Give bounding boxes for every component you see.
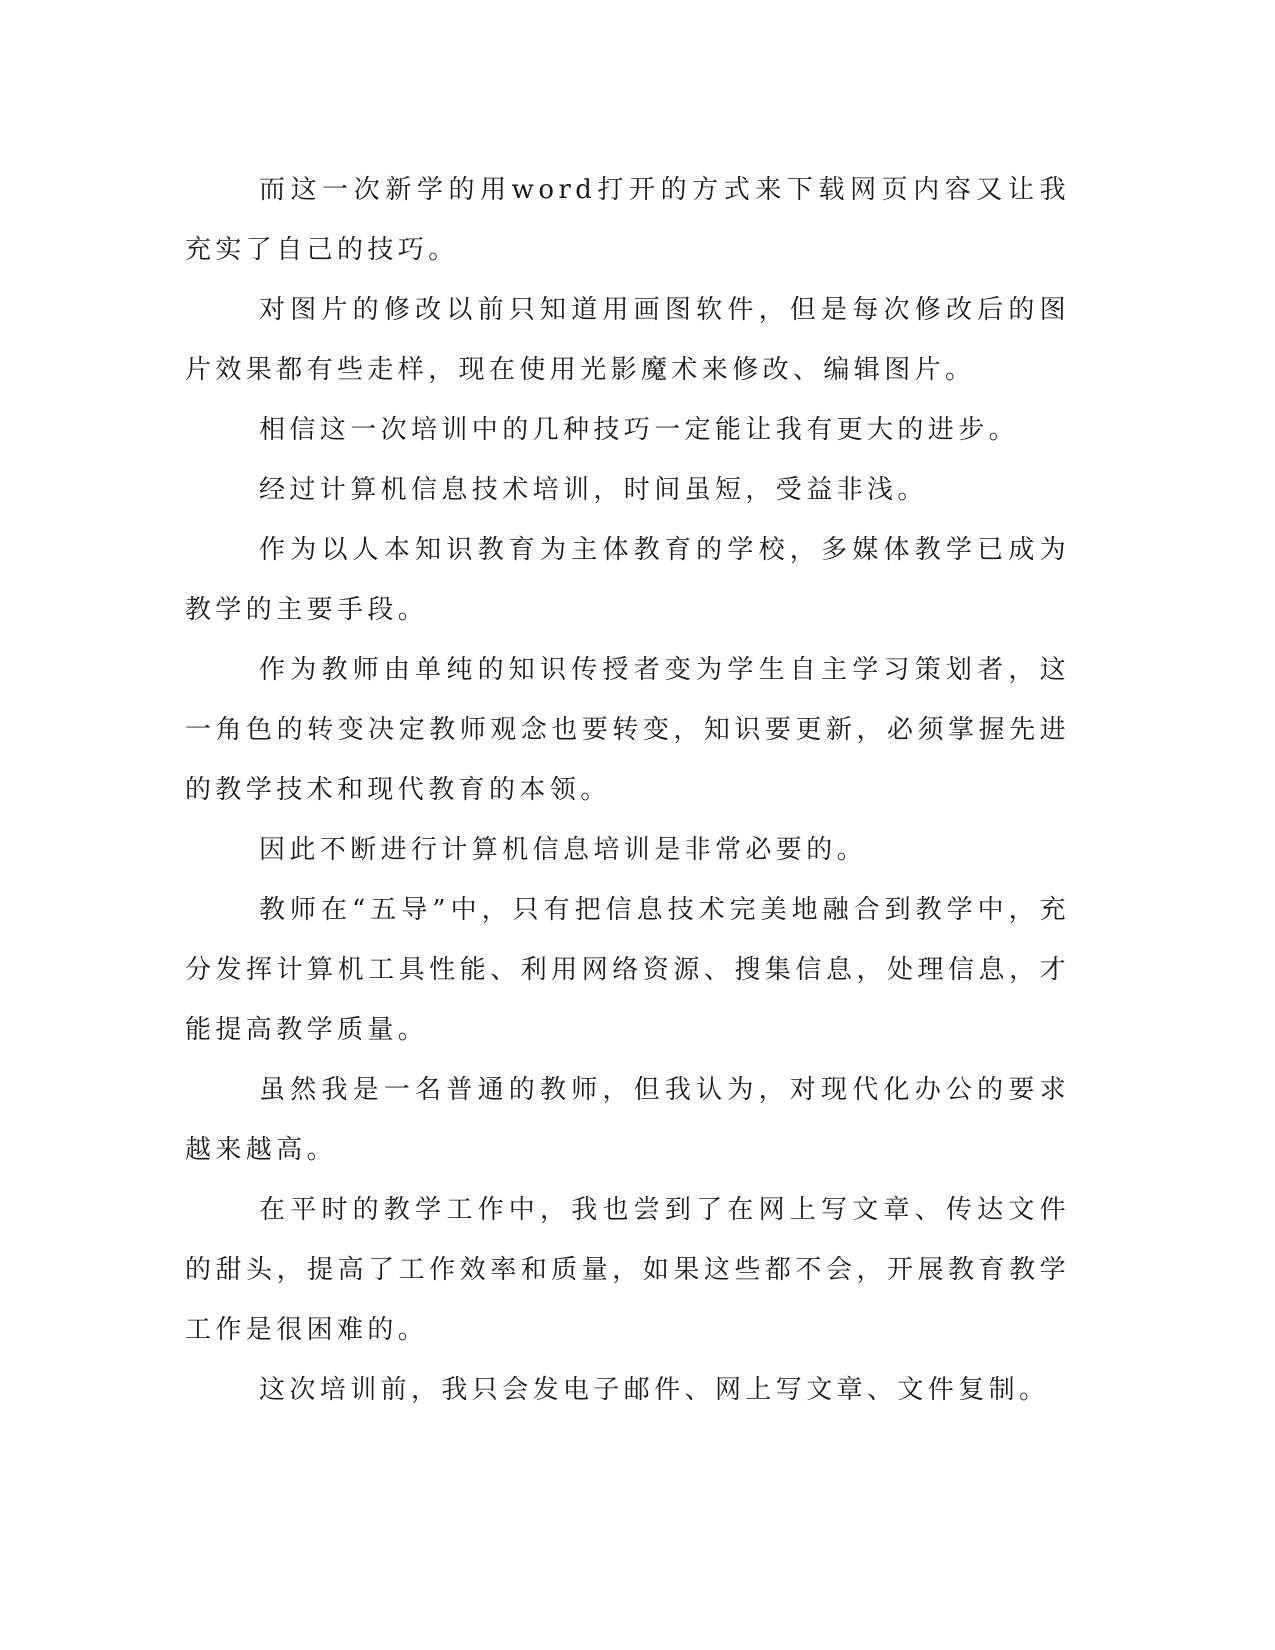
paragraph: 在平时的教学工作中，我也尝到了在网上写文章、传达文件的甜头，提高了工作效率和质量，如果这些都不会，开展教育教学工作是很困难的。 (185, 1195, 1070, 1345)
paragraph: 虽然我是一名普通的教师，但我认为，对现代化办公的要求越来越高。 (185, 1075, 1070, 1165)
paragraph: 而这一次新学的用word打开的方式来下载网页内容又让我充实了自己的技巧。 (185, 175, 1070, 265)
paragraph: 作为教师由单纯的知识传授者变为学生自主学习策划者，这一角色的转变决定教师观念也要转变，知识要更新，必须掌握先进的教学技术和现代教育的本领。 (185, 655, 1070, 805)
paragraph: 这次培训前，我只会发电子邮件、网上写文章、文件复制。 (259, 1375, 1050, 1405)
paragraph: 相信这一次培训中的几种技巧一定能让我有更大的进步。 (259, 415, 1020, 445)
paragraph: 对图片的修改以前只知道用画图软件，但是每次修改后的图片效果都有些走样，现在使用光影魔术来修改、编辑图片。 (185, 295, 1070, 385)
paragraph: 作为以人本知识教育为主体教育的学校，多媒体教学已成为教学的主要手段。 (185, 535, 1070, 625)
paragraph: 因此不断进行计算机信息培训是非常必要的。 (259, 835, 868, 865)
document-body (185, 160, 1070, 1420)
paragraph: 教师在“五导”中，只有把信息技术完美地融合到教学中，充分发挥计算机工具性能、利用网络资源、搜集信息，处理信息，才能提高教学质量。 (185, 895, 1070, 1045)
paragraph: 经过计算机信息技术培训，时间虽短，受益非浅。 (259, 475, 928, 505)
